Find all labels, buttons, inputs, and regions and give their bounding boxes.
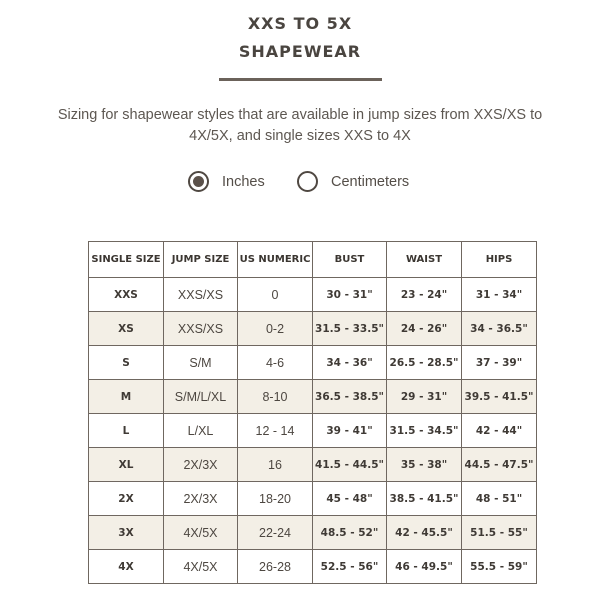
table-row [89,482,537,516]
cell-waist: 23 - 24" [387,278,462,312]
cell-single-size: M [89,380,164,414]
cell-single-size: XXS [89,278,164,312]
cell-single-size: 3X [89,516,164,550]
cell-single-size: S [89,346,164,380]
cell-waist: 29 - 31" [387,380,462,414]
cell-jump-size: 2X/3X [164,482,238,516]
cell-jump-size: XXS/XS [164,312,238,346]
cell-jump-size: 2X/3X [164,448,238,482]
cell-bust: 34 - 36" [313,346,387,380]
radio-selected-icon[interactable] [188,171,209,192]
cell-hips: 34 - 36.5" [462,312,537,346]
page-title-line-1: XXS TO 5X [247,14,353,33]
table-row [89,346,537,380]
cell-bust: 31.5 - 33.5" [313,312,387,346]
cell-waist: 35 - 38" [387,448,462,482]
cell-single-size: 2X [89,482,164,516]
size-chart-table [88,241,537,584]
cell-bust: 52.5 - 56" [313,550,387,584]
cell-hips: 48 - 51" [462,482,537,516]
cell-hips: 42 - 44" [462,414,537,448]
column-header-us-numeric: US NUMERIC [238,242,313,278]
sizing-description: Sizing for shapewear styles that are available in jump sizes from XXS/XS to 4X/5X, and single sizes XXS to 4X [57,107,543,144]
table-row [89,312,537,346]
cell-single-size: L [89,414,164,448]
cell-bust: 36.5 - 38.5" [313,380,387,414]
cell-jump-size: 4X/5X [164,550,238,584]
cell-bust: 48.5 - 52" [313,516,387,550]
centimeters-radio-label: Centimeters [331,173,410,190]
cell-us-numeric: 0-2 [238,312,313,346]
cell-hips: 44.5 - 47.5" [462,448,537,482]
title-divider [219,78,382,81]
cell-us-numeric: 22-24 [238,516,313,550]
table-row [89,516,537,550]
inches-radio-option[interactable] [188,171,265,192]
inches-radio-label: Inches [222,173,265,190]
cell-bust: 30 - 31" [313,278,387,312]
cell-waist: 46 - 49.5" [387,550,462,584]
cell-us-numeric: 26-28 [238,550,313,584]
cell-single-size: XL [89,448,164,482]
cell-waist: 31.5 - 34.5" [387,414,462,448]
cell-waist: 38.5 - 41.5" [387,482,462,516]
cell-us-numeric: 0 [238,278,313,312]
unit-toggle [0,171,600,195]
cell-hips: 31 - 34" [462,278,537,312]
table-row [89,278,537,312]
cell-waist: 24 - 26" [387,312,462,346]
table-row [89,414,537,448]
radio-unselected-icon[interactable] [297,171,318,192]
cell-jump-size: L/XL [164,414,238,448]
cell-us-numeric: 16 [238,448,313,482]
cell-us-numeric: 12 - 14 [238,414,313,448]
cell-bust: 39 - 41" [313,414,387,448]
column-header-waist: WAIST [387,242,462,278]
cell-bust: 41.5 - 44.5" [313,448,387,482]
cell-waist: 26.5 - 28.5" [387,346,462,380]
column-header-bust: BUST [313,242,387,278]
column-header-jump-size: JUMP SIZE [164,242,238,278]
cell-jump-size: S/M [164,346,238,380]
cell-jump-size: 4X/5X [164,516,238,550]
size-chart-table-container [88,241,536,584]
cell-us-numeric: 8-10 [238,380,313,414]
cell-hips: 39.5 - 41.5" [462,380,537,414]
table-header-row [89,242,537,278]
cell-single-size: XS [89,312,164,346]
cell-single-size: 4X [89,550,164,584]
column-header-hips: HIPS [462,242,537,278]
cell-hips: 55.5 - 59" [462,550,537,584]
cell-bust: 45 - 48" [313,482,387,516]
table-row [89,380,537,414]
table-row [89,448,537,482]
cell-us-numeric: 4-6 [238,346,313,380]
page-title-line-2: SHAPEWEAR [238,42,362,61]
cell-jump-size: S/M/L/XL [164,380,238,414]
cell-hips: 37 - 39" [462,346,537,380]
column-header-single-size: SINGLE SIZE [89,242,164,278]
cell-us-numeric: 18-20 [238,482,313,516]
centimeters-radio-option[interactable] [297,171,409,192]
cell-jump-size: XXS/XS [164,278,238,312]
table-row [89,550,537,584]
cell-hips: 51.5 - 55" [462,516,537,550]
cell-waist: 42 - 45.5" [387,516,462,550]
